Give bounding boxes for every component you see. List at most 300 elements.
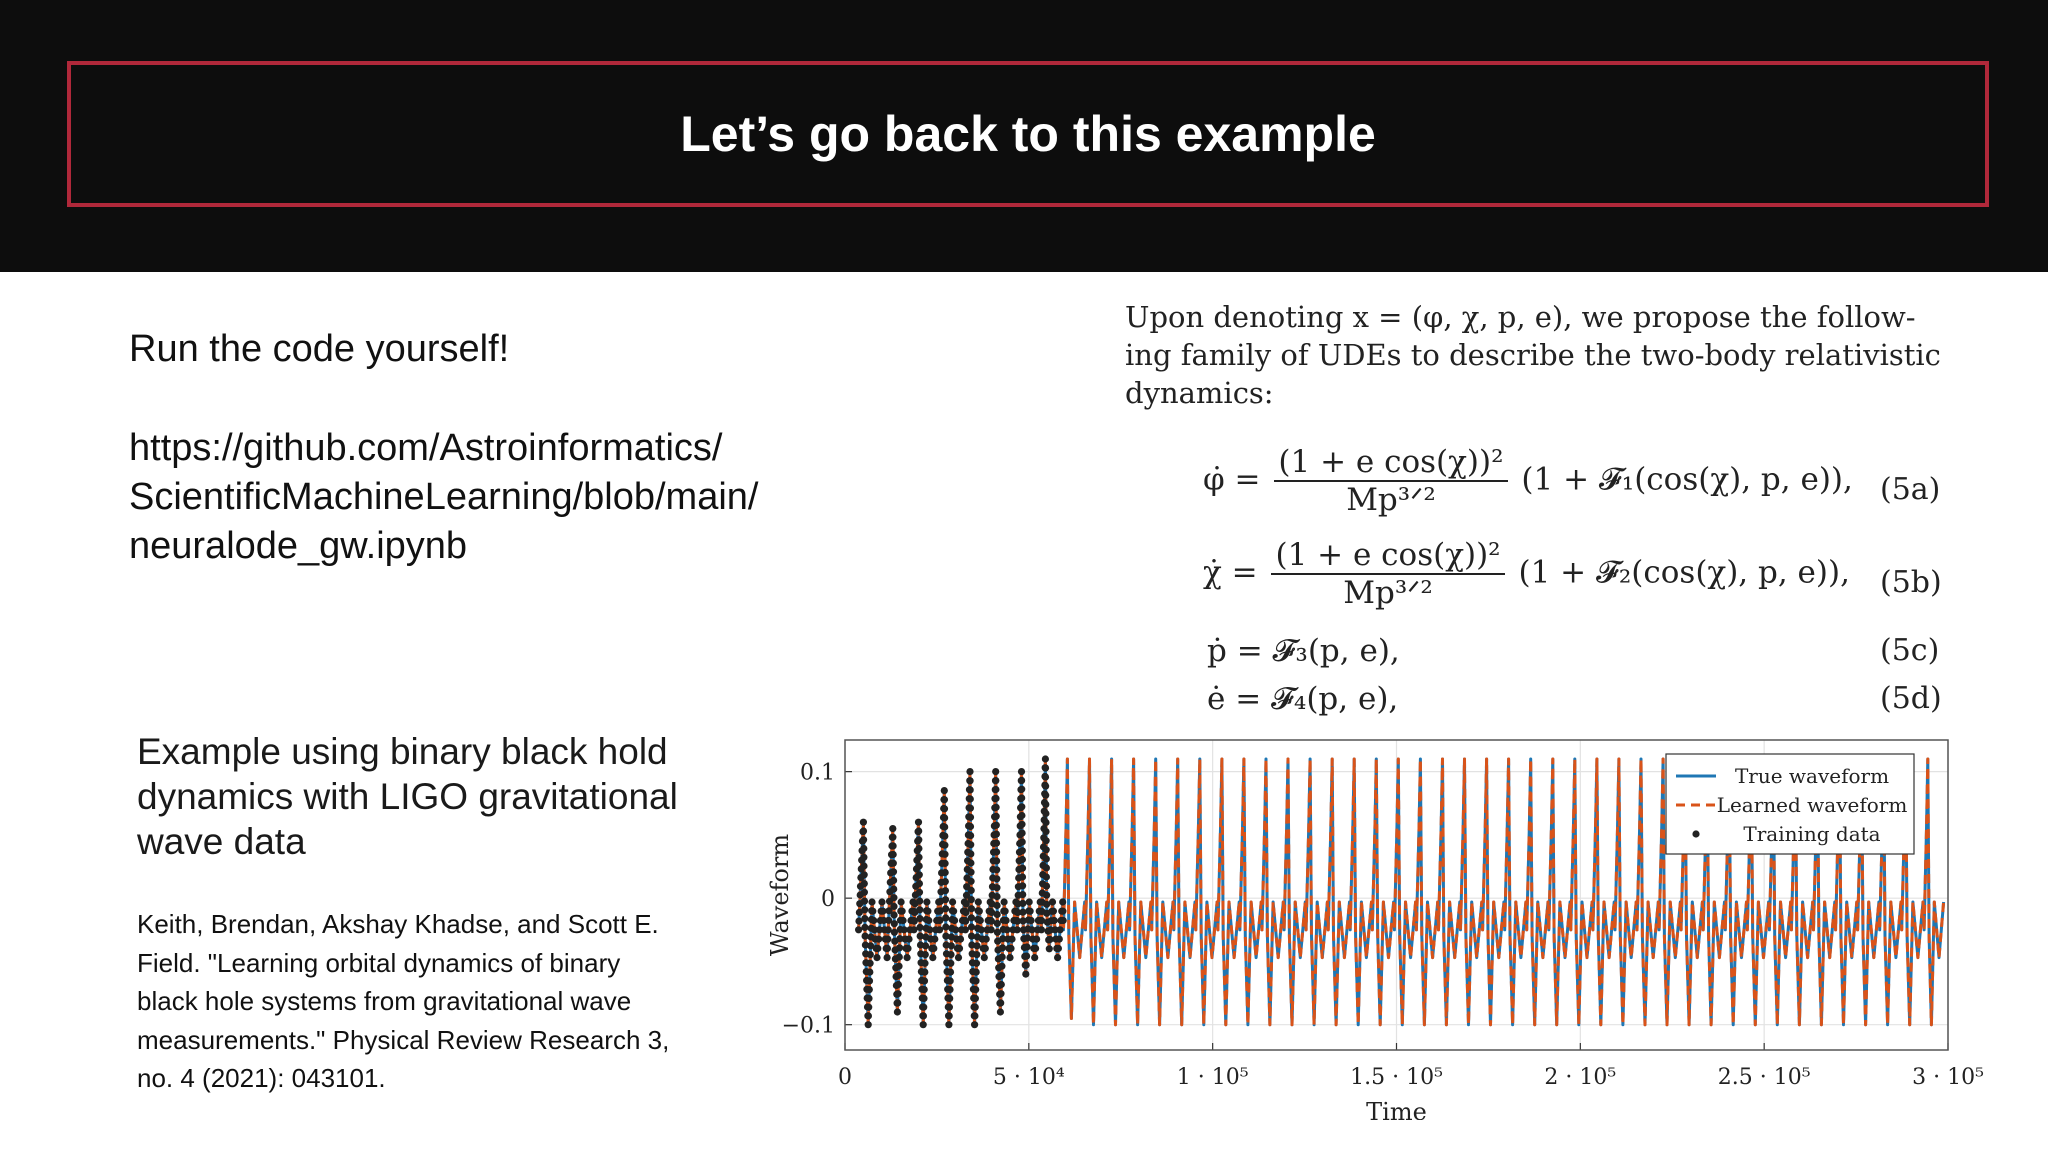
training-data-point bbox=[1014, 926, 1021, 933]
citation-line: Keith, Brendan, Akshay Khadse, and Scott E. bbox=[137, 909, 659, 939]
training-data-point bbox=[997, 990, 1004, 997]
repo-link-line[interactable]: neuralode_gw.ipynb bbox=[129, 525, 468, 567]
training-data-point bbox=[879, 908, 886, 915]
training-data-point bbox=[1042, 801, 1049, 808]
equation-5d: ė = 𝓕₄(p, e), bbox=[1207, 681, 1399, 717]
intro-line: Upon denoting x = (φ, χ, p, e), we propose the follow- bbox=[1125, 300, 1916, 334]
training-data-point bbox=[1055, 945, 1062, 952]
training-data-point bbox=[920, 995, 927, 1002]
training-data-point bbox=[930, 945, 937, 952]
citation-line: Field. "Learning orbital dynamics of binary bbox=[137, 947, 621, 978]
citation bbox=[137, 905, 669, 1098]
training-data-point bbox=[1051, 917, 1058, 924]
eq5b-label: (5b) bbox=[1880, 565, 1942, 600]
training-data-point bbox=[971, 1021, 978, 1028]
training-data-point bbox=[1018, 812, 1025, 819]
training-data-point bbox=[860, 819, 867, 826]
eq5a-lhs: φ̇ = bbox=[1203, 461, 1261, 498]
training-data-point bbox=[992, 768, 999, 775]
training-data-point bbox=[993, 875, 1000, 882]
training-data-point bbox=[873, 954, 880, 961]
training-data-point bbox=[891, 911, 898, 918]
x-tick-label: 5 · 10⁴ bbox=[992, 1065, 1065, 1090]
training-data-point bbox=[865, 1004, 872, 1011]
eq5b-numerator: (1 + e cos(χ))² bbox=[1271, 537, 1504, 575]
training-data-point bbox=[946, 986, 953, 993]
training-data-point bbox=[1042, 774, 1049, 781]
training-data-point bbox=[916, 915, 923, 922]
training-data-point bbox=[997, 1008, 1004, 1015]
x-tick-label: 1 · 10⁵ bbox=[1176, 1065, 1249, 1090]
x-tick-label: 2 · 10⁵ bbox=[1544, 1065, 1617, 1090]
x-axis-label: Time bbox=[1366, 1098, 1427, 1120]
training-data-point bbox=[916, 862, 923, 869]
training-data-point bbox=[967, 786, 974, 793]
training-data-point bbox=[956, 945, 963, 952]
training-data-point bbox=[948, 942, 955, 949]
training-data-point bbox=[874, 945, 881, 952]
training-data-point bbox=[895, 963, 902, 970]
training-data-point bbox=[941, 796, 948, 803]
training-data-point bbox=[967, 859, 974, 866]
training-data-point bbox=[1056, 936, 1063, 943]
training-data-point bbox=[890, 851, 897, 858]
training-data-point bbox=[942, 860, 949, 867]
training-data-point bbox=[904, 954, 911, 961]
training-data-point bbox=[1018, 786, 1025, 793]
y-tick-label: 0 bbox=[821, 887, 835, 913]
training-data-point bbox=[971, 1012, 978, 1019]
training-data-point bbox=[916, 871, 923, 878]
training-data-point bbox=[947, 969, 954, 976]
training-data-point bbox=[998, 963, 1005, 970]
training-data-point bbox=[890, 903, 897, 910]
example-line: dynamics with LIGO gravitational bbox=[137, 776, 678, 817]
training-data-point bbox=[968, 914, 975, 921]
eq5c-label: (5c) bbox=[1880, 633, 1940, 668]
training-data-point bbox=[967, 869, 974, 876]
training-data-point bbox=[894, 990, 901, 997]
training-data-point bbox=[993, 813, 1000, 820]
training-data-point bbox=[1019, 900, 1026, 907]
training-data-point bbox=[895, 972, 902, 979]
training-data-point bbox=[994, 920, 1001, 927]
training-data-point bbox=[941, 851, 948, 858]
training-data-point bbox=[916, 898, 923, 905]
training-data-point bbox=[860, 827, 867, 834]
training-data-point bbox=[977, 917, 984, 924]
training-data-point bbox=[972, 995, 979, 1002]
training-data-point bbox=[1018, 794, 1025, 801]
training-data-point bbox=[1024, 943, 1031, 950]
training-data-point bbox=[890, 894, 897, 901]
x-tick-label: 2.5 · 10⁵ bbox=[1717, 1065, 1811, 1090]
x-tick-label: 0 bbox=[838, 1065, 852, 1090]
training-data-point bbox=[890, 868, 897, 875]
training-data-point bbox=[916, 924, 923, 931]
training-data-point bbox=[861, 880, 868, 887]
training-data-point bbox=[1042, 819, 1049, 826]
training-data-point bbox=[967, 823, 974, 830]
training-data-point bbox=[921, 977, 928, 984]
training-data-point bbox=[951, 917, 958, 924]
training-data-point bbox=[890, 842, 897, 849]
training-data-point bbox=[1043, 855, 1050, 862]
training-data-point bbox=[1060, 917, 1067, 924]
training-data-point bbox=[894, 1008, 901, 1015]
training-data-point bbox=[867, 951, 874, 958]
eq5a-rhs: (1 + 𝓕₁(cos(χ), p, e)), bbox=[1521, 461, 1853, 498]
training-data-point bbox=[946, 995, 953, 1002]
training-data-point bbox=[999, 953, 1006, 960]
training-data-point bbox=[1018, 777, 1025, 784]
training-data-point bbox=[1019, 830, 1026, 837]
training-data-point bbox=[884, 954, 891, 961]
training-data-point bbox=[1033, 936, 1040, 943]
training-data-point bbox=[973, 951, 980, 958]
training-data-point bbox=[890, 860, 897, 867]
training-data-point bbox=[968, 896, 975, 903]
training-data-point bbox=[915, 854, 922, 861]
training-data-point bbox=[945, 1021, 952, 1028]
training-data-point bbox=[915, 836, 922, 843]
training-data-point bbox=[992, 786, 999, 793]
training-data-point bbox=[915, 827, 922, 834]
training-data-point bbox=[942, 869, 949, 876]
training-data-point bbox=[994, 902, 1001, 909]
training-data-point bbox=[900, 917, 907, 924]
training-data-point bbox=[968, 905, 975, 912]
training-data-point bbox=[1046, 945, 1053, 952]
training-data-point bbox=[993, 866, 1000, 873]
training-data-point bbox=[904, 945, 911, 952]
training-data-point bbox=[884, 945, 891, 952]
training-data-point bbox=[966, 768, 973, 775]
training-data-point bbox=[855, 926, 862, 933]
training-data-point bbox=[1018, 768, 1025, 775]
training-data-point bbox=[865, 1012, 872, 1019]
training-data-point bbox=[1042, 810, 1049, 817]
training-data-point bbox=[972, 1004, 979, 1011]
training-data-point bbox=[931, 936, 938, 943]
training-data-point bbox=[925, 917, 932, 924]
training-data-point bbox=[968, 887, 975, 894]
training-data-point bbox=[946, 1012, 953, 1019]
training-data-point bbox=[1043, 864, 1050, 871]
training-data-point bbox=[921, 986, 928, 993]
training-data-point bbox=[983, 936, 990, 943]
training-data-point bbox=[1032, 945, 1039, 952]
training-data-point bbox=[1043, 892, 1050, 899]
training-data-point bbox=[941, 842, 948, 849]
training-data-point bbox=[967, 850, 974, 857]
training-data-point bbox=[915, 819, 922, 826]
training-data-point bbox=[1054, 954, 1061, 961]
equation-5b bbox=[1203, 537, 1850, 611]
example-line: wave data bbox=[137, 821, 306, 862]
training-data-point bbox=[998, 972, 1005, 979]
training-data-point bbox=[999, 944, 1006, 951]
training-data-point bbox=[896, 953, 903, 960]
eq5b-denominator: Mp³ᐟ² bbox=[1343, 575, 1433, 611]
training-data-point bbox=[941, 833, 948, 840]
training-data-point bbox=[942, 887, 949, 894]
training-data-point bbox=[916, 906, 923, 913]
training-data-point bbox=[861, 898, 868, 905]
training-data-point bbox=[941, 787, 948, 794]
training-data-point bbox=[889, 834, 896, 841]
training-data-point bbox=[894, 999, 901, 1006]
training-data-point bbox=[915, 845, 922, 852]
training-data-point bbox=[1019, 838, 1026, 845]
training-data-point bbox=[890, 886, 897, 893]
training-data-point bbox=[895, 981, 902, 988]
training-data-point bbox=[1018, 821, 1025, 828]
training-data-point bbox=[950, 908, 957, 915]
y-tick-label: 0.1 bbox=[800, 760, 835, 786]
training-data-point bbox=[967, 795, 974, 802]
training-data-point bbox=[889, 825, 896, 832]
training-data-point bbox=[1008, 936, 1015, 943]
training-data-point bbox=[920, 1004, 927, 1011]
training-data-point bbox=[967, 814, 974, 821]
training-data-point bbox=[1031, 954, 1038, 961]
example-description bbox=[137, 729, 678, 864]
training-data-point bbox=[861, 889, 868, 896]
training-data-point bbox=[967, 841, 974, 848]
training-data-point bbox=[973, 942, 980, 949]
training-data-point bbox=[885, 926, 892, 933]
equation-5c: ṗ = 𝓕₃(p, e), bbox=[1207, 633, 1400, 669]
training-data-point bbox=[1042, 792, 1049, 799]
training-data-point bbox=[975, 898, 982, 905]
training-data-point bbox=[967, 805, 974, 812]
training-data-point bbox=[968, 878, 975, 885]
training-data-point bbox=[878, 898, 885, 905]
training-data-point bbox=[1050, 908, 1057, 915]
training-data-point bbox=[982, 945, 989, 952]
waveform-chart bbox=[760, 730, 2000, 1120]
training-data-point bbox=[942, 896, 949, 903]
training-data-point bbox=[1042, 828, 1049, 835]
legend-label: True waveform bbox=[1734, 764, 1890, 788]
training-data-point bbox=[949, 898, 956, 905]
intro-line: ing family of UDEs to describe the two-body relativistic bbox=[1125, 338, 1941, 372]
training-data-point bbox=[922, 951, 929, 958]
training-data-point bbox=[993, 804, 1000, 811]
training-data-point bbox=[1049, 898, 1056, 905]
training-data-point bbox=[1042, 783, 1049, 790]
training-data-point bbox=[1018, 803, 1025, 810]
training-data-point bbox=[861, 906, 868, 913]
training-data-point bbox=[868, 898, 875, 905]
training-data-point bbox=[861, 871, 868, 878]
eq5a-numerator: (1 + e cos(χ))² bbox=[1274, 444, 1507, 482]
training-data-point bbox=[1027, 908, 1034, 915]
training-data-point bbox=[896, 944, 903, 951]
training-data-point bbox=[993, 893, 1000, 900]
training-data-point bbox=[921, 960, 928, 967]
training-data-point bbox=[993, 884, 1000, 891]
slide-title: Let’s go back to this example bbox=[680, 106, 1376, 162]
training-data-point bbox=[866, 969, 873, 976]
training-data-point bbox=[968, 923, 975, 930]
eq5b-rhs: (1 + 𝓕₂(cos(χ), p, e)), bbox=[1518, 554, 1850, 591]
training-data-point bbox=[993, 831, 1000, 838]
repo-link-line[interactable]: ScientificMachineLearning/blob/main/ bbox=[129, 476, 759, 518]
training-data-point bbox=[866, 986, 873, 993]
training-data-point bbox=[941, 805, 948, 812]
training-data-point bbox=[993, 840, 1000, 847]
training-data-point bbox=[1022, 971, 1029, 978]
training-data-point bbox=[916, 880, 923, 887]
training-data-point bbox=[865, 1021, 872, 1028]
legend-label: Training data bbox=[1743, 822, 1881, 846]
citation-line: no. 4 (2021): 043101. bbox=[137, 1063, 386, 1093]
training-data-point bbox=[891, 920, 898, 927]
training-data-point bbox=[976, 908, 983, 915]
training-data-point bbox=[869, 908, 876, 915]
training-data-point bbox=[1006, 954, 1013, 961]
training-data-point bbox=[890, 877, 897, 884]
training-data-point bbox=[1043, 883, 1050, 890]
training-data-point bbox=[1028, 917, 1035, 924]
repo-link-line[interactable]: https://github.com/Astroinformatics/ bbox=[129, 427, 723, 469]
eq5a-label: (5a) bbox=[1880, 472, 1941, 507]
legend-label: Learned waveform bbox=[1716, 793, 1908, 817]
run-code-text: Run the code yourself! bbox=[129, 328, 510, 370]
training-data-point bbox=[1002, 908, 1009, 915]
training-data-point bbox=[993, 822, 1000, 829]
training-data-point bbox=[1023, 953, 1030, 960]
example-line: Example using binary black hold bbox=[137, 731, 668, 772]
training-data-point bbox=[957, 936, 964, 943]
training-data-point bbox=[860, 845, 867, 852]
training-data-point bbox=[1057, 926, 1064, 933]
title-frame bbox=[67, 61, 1989, 207]
training-data-point bbox=[967, 777, 974, 784]
training-data-point bbox=[1003, 917, 1010, 924]
citation-line: black hole systems from gravitational wave bbox=[137, 986, 632, 1016]
training-data-point bbox=[1019, 882, 1026, 889]
training-data-point bbox=[1007, 945, 1014, 952]
training-data-point bbox=[967, 832, 974, 839]
training-data-point bbox=[936, 926, 943, 933]
training-data-point bbox=[865, 995, 872, 1002]
eq5a-fraction bbox=[1274, 444, 1507, 518]
eq5d-label: (5d) bbox=[1880, 681, 1942, 716]
training-data-point bbox=[1019, 847, 1026, 854]
training-data-point bbox=[899, 908, 906, 915]
training-data-point bbox=[972, 977, 979, 984]
training-data-point bbox=[924, 908, 931, 915]
training-data-point bbox=[973, 969, 980, 976]
training-data-point bbox=[942, 905, 949, 912]
training-data-point bbox=[997, 999, 1004, 1006]
training-data-point bbox=[988, 926, 995, 933]
training-data-point bbox=[941, 814, 948, 821]
training-data-point bbox=[973, 960, 980, 967]
training-data-point bbox=[898, 898, 905, 905]
citation-line: measurements." Physical Review Research 3, bbox=[137, 1024, 670, 1055]
training-data-point bbox=[946, 1004, 953, 1011]
training-data-point bbox=[947, 960, 954, 967]
training-data-point bbox=[867, 960, 874, 967]
training-data-point bbox=[1042, 765, 1049, 772]
paper-intro bbox=[1125, 298, 1941, 412]
training-data-point bbox=[1023, 962, 1030, 969]
legend-marker bbox=[1692, 830, 1699, 837]
training-data-point bbox=[1059, 898, 1066, 905]
training-data-point bbox=[920, 1021, 927, 1028]
training-data-point bbox=[866, 977, 873, 984]
training-data-point bbox=[992, 777, 999, 784]
training-data-point bbox=[861, 924, 868, 931]
training-data-point bbox=[972, 986, 979, 993]
training-data-point bbox=[998, 981, 1005, 988]
training-data-point bbox=[870, 917, 877, 924]
training-data-point bbox=[920, 1012, 927, 1019]
training-data-point bbox=[955, 954, 962, 961]
repo-link[interactable] bbox=[129, 424, 758, 571]
eq5b-lhs: χ̇ = bbox=[1203, 554, 1258, 591]
training-data-point bbox=[923, 898, 930, 905]
training-data-point bbox=[992, 795, 999, 802]
training-data-point bbox=[942, 914, 949, 921]
training-data-point bbox=[1019, 865, 1026, 872]
training-data-point bbox=[916, 889, 923, 896]
training-data-point bbox=[905, 936, 912, 943]
equation-5a bbox=[1203, 444, 1853, 518]
training-data-point bbox=[884, 936, 891, 943]
training-data-point bbox=[860, 854, 867, 861]
title-bar bbox=[0, 0, 2048, 272]
training-data-point bbox=[1026, 898, 1033, 905]
training-data-point bbox=[1019, 856, 1026, 863]
training-data-point bbox=[941, 823, 948, 830]
training-data-point bbox=[942, 878, 949, 885]
training-data-point bbox=[875, 936, 882, 943]
training-data-point bbox=[1043, 837, 1050, 844]
training-data-point bbox=[860, 836, 867, 843]
training-data-point bbox=[1038, 926, 1045, 933]
y-axis-label: Waveform bbox=[766, 833, 794, 957]
y-tick-label: −0.1 bbox=[781, 1013, 835, 1039]
x-tick-label: 1.5 · 10⁵ bbox=[1350, 1065, 1443, 1090]
training-data-point bbox=[1043, 873, 1050, 880]
training-data-point bbox=[947, 951, 954, 958]
training-data-point bbox=[922, 942, 929, 949]
training-data-point bbox=[860, 862, 867, 869]
training-data-point bbox=[1001, 898, 1008, 905]
training-data-point bbox=[1059, 908, 1066, 915]
eq5b-fraction bbox=[1271, 537, 1504, 611]
training-data-point bbox=[942, 923, 949, 930]
training-data-point bbox=[929, 954, 936, 961]
training-data-point bbox=[1042, 755, 1049, 762]
x-tick-label: 3 · 10⁵ bbox=[1912, 1065, 1984, 1090]
training-data-point bbox=[861, 915, 868, 922]
training-data-point bbox=[1019, 891, 1026, 898]
eq5a-denominator: Mp³ᐟ² bbox=[1346, 482, 1436, 518]
training-data-point bbox=[1043, 846, 1050, 853]
training-data-point bbox=[993, 848, 1000, 855]
training-data-point bbox=[994, 911, 1001, 918]
training-data-point bbox=[981, 954, 988, 961]
training-data-point bbox=[1019, 873, 1026, 880]
training-data-point bbox=[921, 969, 928, 976]
training-data-point bbox=[947, 977, 954, 984]
